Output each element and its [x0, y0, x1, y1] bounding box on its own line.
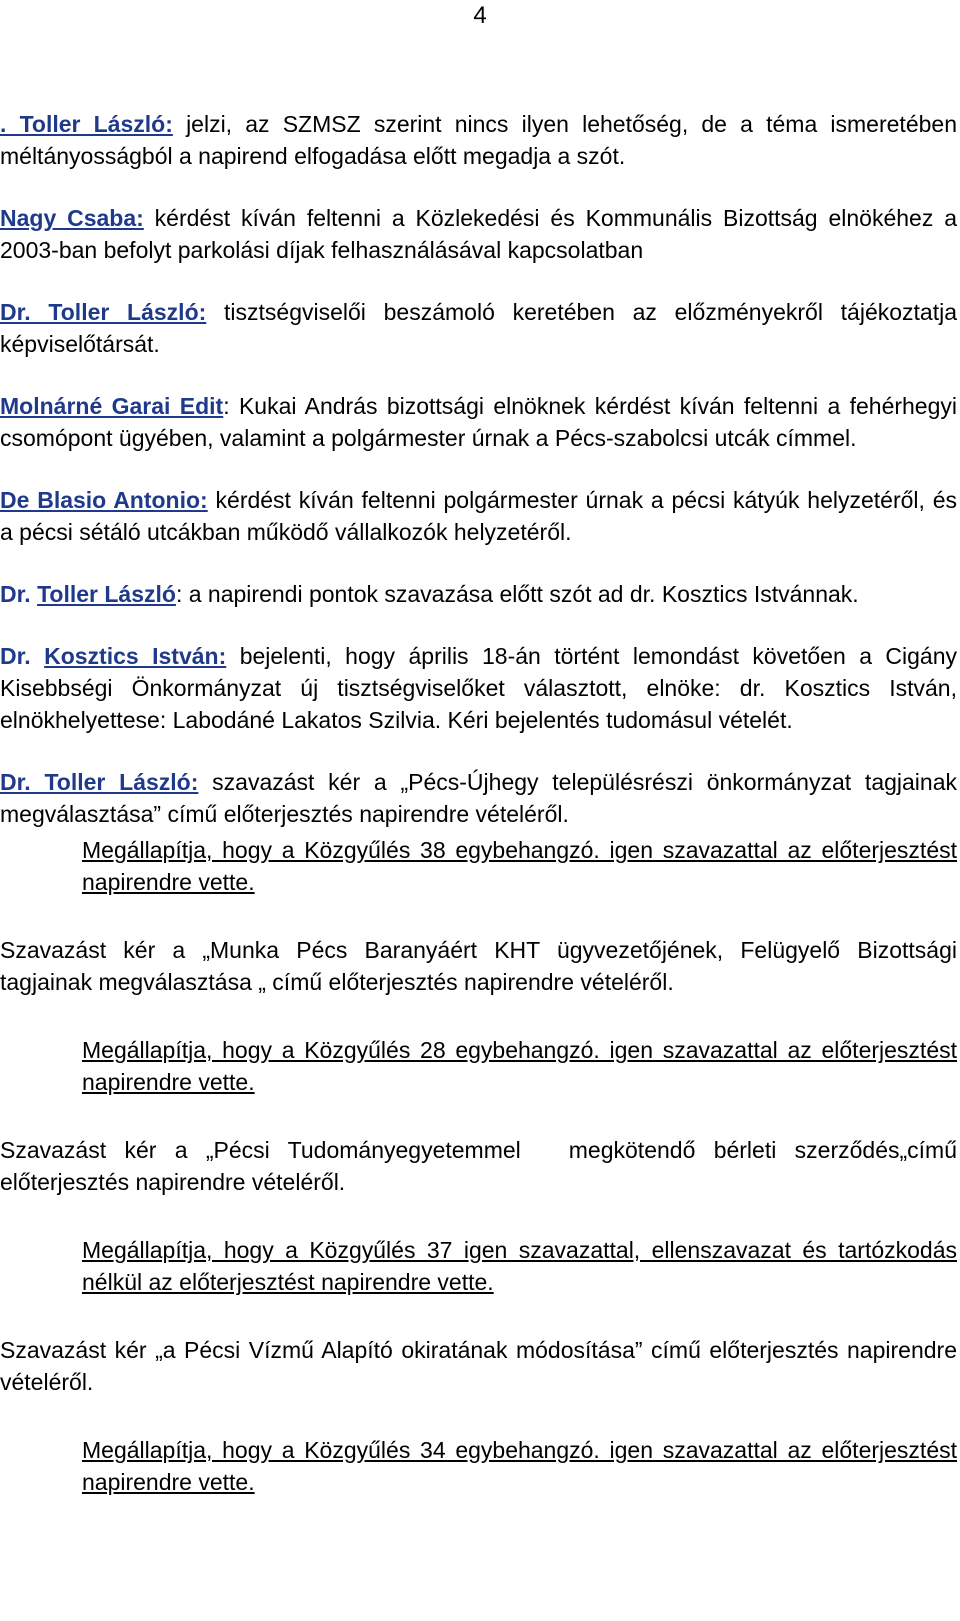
- speaker-name: De Blasio Antonio:: [0, 487, 208, 513]
- vote-request-3-part-b: megkötendő bérleti szerződés„című előterjesztés napirendre vételéről.: [0, 1137, 957, 1195]
- speaker-name: Dr. Toller László:: [0, 769, 199, 795]
- paragraph-text: szavazást kér a „Pécs-Újhegy településrészi önkormányzat tagjainak megválasztása” című előterjesztés napirendre vételéről.: [0, 769, 957, 827]
- speaker-name: Molnárné Garai Edit: [0, 393, 224, 419]
- paragraph-toller-4: [0, 766, 957, 830]
- paragraph-toller-3: [0, 578, 957, 610]
- paragraph-text: kérdést kíván feltenni polgármester úrnak a pécsi kátyúk helyzetéről, és a pécsi sétáló utcákban működő vállalkozók helyzetéről.: [0, 487, 958, 545]
- speaker-name: . Toller László:: [0, 111, 173, 137]
- speaker-title: Dr.: [0, 643, 45, 669]
- speaker-name: Toller László: [37, 581, 176, 607]
- vote-result-1: Megállapítja, hogy a Közgyűlés 38 egybehangzó. igen szavazattal az előterjesztést napirendre vette.: [82, 837, 957, 895]
- paragraph-toller-1: [0, 108, 957, 172]
- speaker-name: Dr. Toller László:: [0, 299, 207, 325]
- paragraph-text: bejelenti, hogy április 18-án történt lemondást követően a Cigány Kisebbségi Önkormányzat új tisztségviselőket választott, elnöke: dr. Kosztics István, elnökhelyettese: Labodáné Lakatos Szilvia. Kéri bejelentés tudomásul vételét.: [0, 643, 958, 733]
- paragraph-text: : a napirendi pontok szavazása előtt szót ad dr. Kosztics Istvánnak.: [175, 581, 859, 607]
- paragraph-toller-2: [0, 296, 957, 360]
- vote-request-2: Szavazást kér a „Munka Pécs Baranyáért KHT ügyvezetőjének, Felügyelő Bizottsági tagjainak megválasztása „ című előterjesztés napirendre vételéről.: [0, 937, 957, 995]
- document-body: [0, 108, 957, 1498]
- vote-request-4: Szavazást kér „a Pécsi Vízmű Alapító okiratának módosítása” című előterjesztés napirendre vételéről.: [0, 1337, 957, 1395]
- paragraph-de-blasio: [0, 484, 957, 548]
- paragraph-nagy-csaba: [0, 202, 957, 266]
- vote-request-3-part-a: Szavazást kér a „Pécsi Tudományegyetemmel: [0, 1137, 521, 1163]
- vote-result-3: Megállapítja, hogy a Közgyűlés 37 igen szavazattal, ellenszavazat és tartózkodás nélkül az előterjesztést napirendre vette.: [82, 1237, 957, 1295]
- paragraph-text: tisztségviselői beszámoló keretében az előzményekről tájékoztatja képviselőtársát.: [0, 299, 958, 357]
- vote-request-3: [0, 1134, 957, 1198]
- paragraph-text: kérdést kíván feltenni a Közlekedési és Kommunális Bizottság elnökéhez a 2003-ban befolyt parkolási díjak felhasználásával kapcsolatban: [0, 205, 957, 263]
- paragraph-molnarne: [0, 390, 957, 454]
- speaker-name: Kosztics István:: [44, 643, 227, 669]
- paragraph-text: jelzi, az SZMSZ szerint nincs ilyen lehetőség, de a téma ismeretében méltányosságból a napirend elfogadása előtt megadja a szót.: [0, 111, 957, 169]
- vote-result-4: Megállapítja, hogy a Közgyűlés 34 egybehangzó. igen szavazattal az előterjesztést napirendre vette.: [82, 1437, 957, 1495]
- vote-result-2: Megállapítja, hogy a Közgyűlés 28 egybehangzó. igen szavazattal az előterjesztést napirendre vette.: [82, 1037, 957, 1095]
- speaker-name: Nagy Csaba:: [0, 205, 144, 231]
- paragraph-text: : Kukai András bizottsági elnöknek kérdést kíván feltenni a fehérhegyi csomópont ügyében, valamint a polgármester úrnak a Pécs-szabolcsi utcák címmel.: [0, 393, 957, 451]
- paragraph-kosztics: [0, 640, 957, 736]
- page-number: 4: [473, 2, 487, 29]
- speaker-title: Dr.: [0, 581, 38, 607]
